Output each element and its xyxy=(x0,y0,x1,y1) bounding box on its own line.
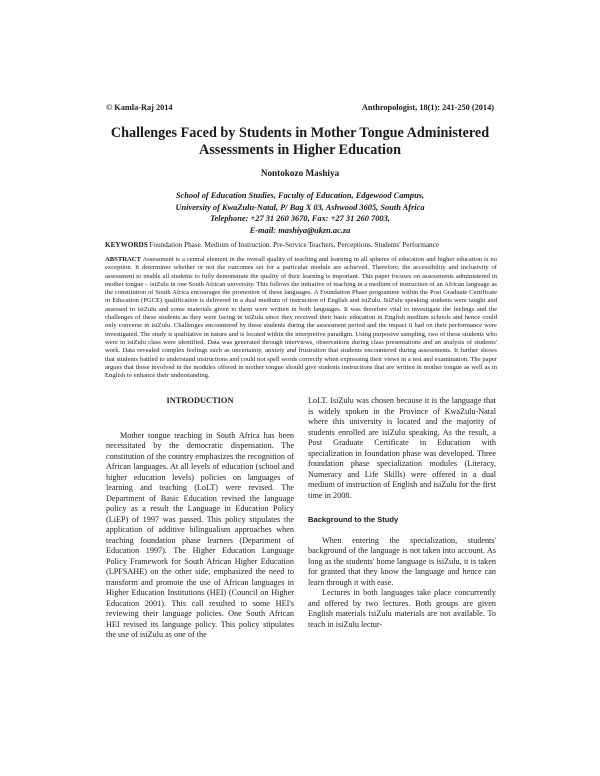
title-line-2: Assessments in Higher Education xyxy=(199,142,401,158)
body-paragraph: Lectures in both languages take place concurrently and offered by two lectures. Both groups are given English materials isiZulu materials are not available. To teach in isiZulu lectur- xyxy=(308,588,496,629)
author-affiliation xyxy=(100,190,500,236)
keywords-text: Foundation Phase. Medium of Instruction. Pre-Service Teachers. Perceptions. Students' Performance xyxy=(149,241,440,249)
right-column xyxy=(308,396,496,630)
body-paragraph: When entering the specialization, students' background of the language is not taken into account. As long as the students' home language is isiZulu, it is taken for granted that they know the language and hence can learn through it with ease. xyxy=(308,535,496,587)
abstract-label: ABSTRACT xyxy=(105,256,141,263)
abstract-text: Assessment is a central element in the overall quality of teaching and learning in all spheres of education and higher education is no exception. It determines whether or not the outcomes set for a particular module are achieved. Therefore, the accessibility and inclusivity of assessment to enable all students to fully demonstrate the quality of their learning is important. This paper focuses on assessments administered in mother tongue – isiZulu in one South African university. This follows the initiative of teaching in a medium of instruction of an African language as the constitution of South Africa encourages the promotion of these languages. A Foundation Phase programme within the Post Graduate Certificate in Education (PGCE) qualification is delivered in a dual medium of instruction of English and isiZulu. IsiZulu speaking students were taught and assessed in isiZulu and some materials given to them were written in both languages. It was therefore vital to investigate the feelings and the challenges of these students as they were facing in isiZulu since they received their basic education in English medium schools and hence could only converse in isiZulu. Challenges encountered by these students during the assessment period and the impact it had on their performance were investigated. The study is qualitative in nature and is located within the interpretive paradigm. Using purposive sampling, two of these students who were in isiZulu class were identified. Data was generated through interviews, observations during class presentations and an analysis of students' work. Data revealed complex feelings such as uncertainty, anxiety and frustration that students encountered during assessments. It further shows that students battled to understand instructions and could not spell words correctly when expressing their views in a test and examination. The paper argues that those involved in the modules offered in mother tongue should give students instructions that are written in mother tongue as well as in English to enhance their understanding. xyxy=(105,256,497,380)
body-paragraph: Mother tongue teaching in South Africa has been necessitated by the democratic dispensation. The constitution of the country emphasizes the recognition of African languages. At all levels of education (school and higher education levels) policies on languages of learning and teaching (LoLT) were revised. The Department of Basic Education revised the language policy as a result the Language in Education Policy (LiEP) of 1997 was passed. This policy stipulates the application of additive bilingualism approaches when teaching foundation phase learners (Department of Education 1997). The Higher Education Language Policy Framework for South African Higher Education (LPFSAHE) on the other side, emphasized the need to transform and promote the use of African languages in Higher Education Institutions (HEI) (Council on Higher Education 2001). This call resulted to some HEI's reviewing their language policies. One South African HEI revised its language policy. This policy stipulates the use of isiZulu as one of the xyxy=(106,430,294,639)
copyright-label: © Kamla-Raj 2014 xyxy=(106,103,173,112)
affiliation-line-2: University of KwaZulu-Natal, P/ Bag X 03, Ashwood 3605, South Africa xyxy=(175,202,425,212)
affiliation-line-3: Telephone: +27 31 260 3670, Fax: +27 31 260 7003, xyxy=(210,214,390,224)
affiliation-line-1: School of Education Studies, Faculty of Education, Edgewood Campus, xyxy=(175,191,425,200)
journal-citation: Anthropologist, 18(1): 241-250 (2014) xyxy=(361,103,494,112)
left-column xyxy=(106,396,294,641)
running-header xyxy=(106,103,494,115)
abstract xyxy=(105,256,497,380)
paper-title xyxy=(80,125,520,159)
title-line-1: Challenges Faced by Students in Mother Tongue Administered xyxy=(110,125,490,141)
section-heading-introduction: INTRODUCTION xyxy=(166,396,234,405)
keywords-label: KEYWORDS xyxy=(105,241,148,249)
subsection-heading-background: Background to the Study xyxy=(308,515,399,524)
affiliation-email: E-mail: mashiya@ukzn.ac.za xyxy=(249,225,351,235)
keywords xyxy=(105,240,500,250)
body-paragraph: LoLT. IsiZulu was chosen because it is the language that is widely spoken in the Province of KwaZulu-Natal where this university is located and the majority of students enrolled are isiZulu speaking. As the result, a Post Graduate Certificate in Education with specialization in foundation phase was developed. Three foundation phase specialization modules (Literacy, Numeracy and Life Skills) were offered in a dual medium of instruction of English and isiZulu for the first time in 2008. xyxy=(308,396,496,500)
author-name: Nontokozo Mashiya xyxy=(260,168,340,178)
